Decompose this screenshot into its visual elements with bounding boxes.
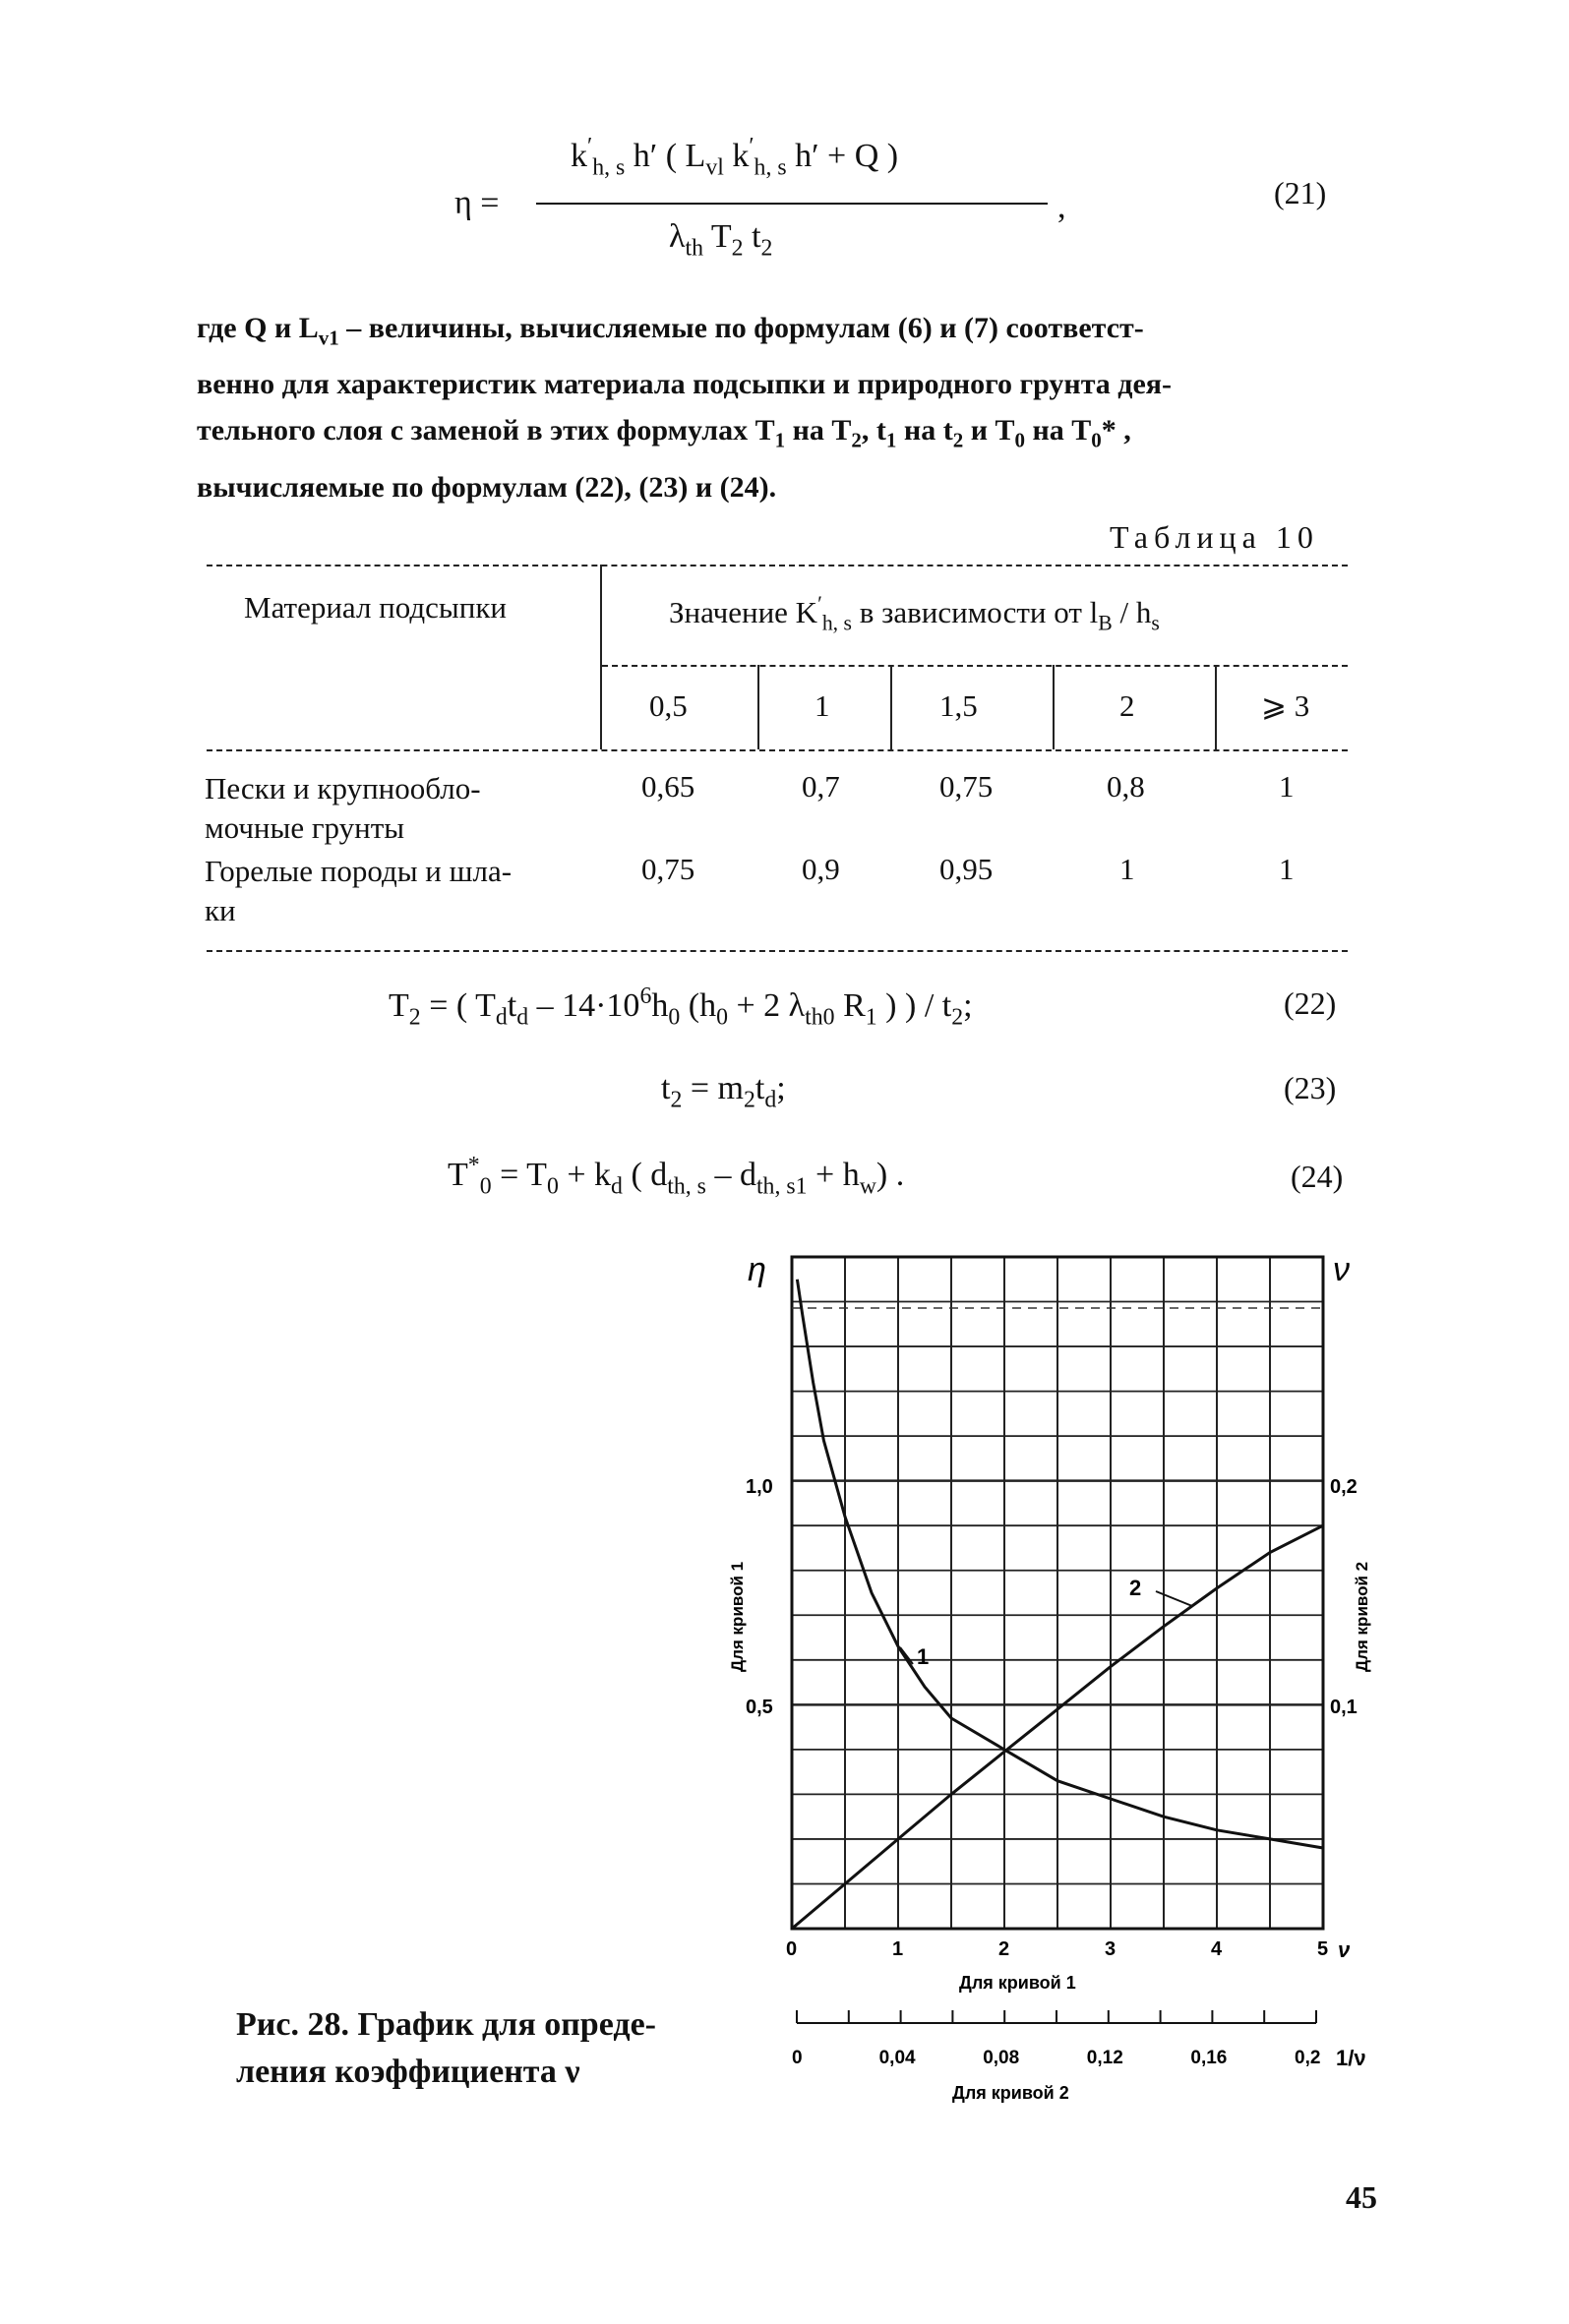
formula-21-numerator: $k'_{h, s}$ h′ ( $L_{vl}$ $k'_{h, s}$ h′ + Q ) <box>571 134 899 181</box>
table-row-material: Горелые породы и шла- ки <box>205 854 513 927</box>
table-col-header: 1,5 <box>939 688 978 723</box>
curve-2-label: 2 <box>1129 1576 1142 1600</box>
left-axis-label: Для кривой 1 <box>728 1561 747 1672</box>
x-tick-curve-1: 3 <box>1105 1938 1116 1960</box>
x-tick-curve-1: 2 <box>998 1938 1010 1960</box>
formula-21-number: (21) <box>1274 175 1327 210</box>
table-caption: Таблица 10 <box>1110 519 1319 555</box>
table-col-header: 0,5 <box>649 688 688 723</box>
x-label-curve-2: Для кривой 2 <box>952 2083 1069 2103</box>
x-tick-curve-1: 0 <box>786 1938 798 1960</box>
table-group-header: Значение $K'_{h, s}$ в зависимости от $l_B / h_s$ <box>669 592 1160 635</box>
right-axis-label: Для кривой 2 <box>1353 1561 1371 1672</box>
table-col-header-material: Материал подсыпки <box>244 590 507 625</box>
x-tick-curve-1: 1 <box>892 1938 904 1960</box>
x-tick-curve-2: 0,16 <box>1190 2048 1228 2068</box>
curve-1-label: 1 <box>917 1644 930 1669</box>
curve-2-leader <box>1156 1591 1192 1606</box>
x-symbol-curve-2: 1/ν <box>1336 2046 1366 2070</box>
left-axis-symbol: η <box>748 1251 766 1288</box>
x-tick-curve-2: 0,08 <box>983 2048 1020 2068</box>
x-symbol-curve-1: ν <box>1338 1937 1351 1962</box>
formula-21-comma: , <box>1057 189 1066 225</box>
table-cell: 0,9 <box>802 852 840 886</box>
x-tick-curve-2: 0 <box>792 2048 803 2068</box>
page-number: 45 <box>1346 2179 1377 2215</box>
right-tick: 0,2 <box>1330 1476 1358 1498</box>
x-tick-curve-1: 5 <box>1317 1938 1329 1960</box>
table-col-header: ⩾ 3 <box>1261 688 1310 723</box>
right-axis-symbol: ν <box>1333 1251 1350 1288</box>
formula-24-number: (24) <box>1291 1159 1344 1194</box>
table-cell: 1 <box>1279 852 1295 886</box>
curve-1 <box>797 1280 1323 1848</box>
right-tick: 0,1 <box>1330 1697 1358 1718</box>
paragraph-line-1: где Q и $L_{v1}$ – величины, вычисляемые по формулам (6) и (7) соответст- <box>197 312 1144 350</box>
left-tick: 0,5 <box>746 1697 773 1718</box>
table-cell: 0,8 <box>1107 769 1145 804</box>
table-cell: 0,75 <box>641 852 695 886</box>
table-row-material: Пески и крупнообло- мочные грунты <box>205 771 481 845</box>
formula-22: $T_2$ = ( $T_dt_d - 14\cdot 10^6h_0$ ($h_0 + 2$ $\lambda_{th0}$ $R_1$ ) ) / $t_2$; <box>389 983 973 1031</box>
x-tick-curve-1: 4 <box>1211 1938 1223 1960</box>
paragraph-line-3: тельного слоя с заменой в этих формулах $T_1$ на $T_2$, $t_1$ на $t_2$ и $T_0$ на $T_0*$ , <box>197 414 1131 452</box>
left-tick: 1,0 <box>746 1476 773 1498</box>
x-tick-curve-2: 0,04 <box>878 2048 916 2068</box>
paragraph-line-2: венно для характеристик материала подсыпки и природного грунта дея- <box>197 368 1173 401</box>
table-col-header: 2 <box>1119 688 1135 723</box>
table-cell: 1 <box>1119 852 1135 886</box>
formula-24: $T^*_0 = T_0 + k_d$ ( $d_{th, s} - d_{th, s1} + h_w$) . <box>448 1153 905 1200</box>
formula-21-denominator: $\lambda_{th}$ $T_2$ $t_2$ <box>669 218 773 262</box>
x-tick-curve-2: 0,2 <box>1295 2048 1321 2068</box>
table-cell: 0,95 <box>939 852 994 886</box>
formula-23: $t_2 = m_2t_d$; <box>661 1070 786 1113</box>
table-cell: 1 <box>1279 769 1295 804</box>
table-cell: 0,65 <box>641 769 695 804</box>
x-ticks-curve-1 <box>786 1938 1328 1960</box>
x-ticks-curve-2 <box>792 2010 1320 2068</box>
formula-21-lhs: η = <box>454 185 500 221</box>
x-label-curve-1: Для кривой 1 <box>959 1973 1076 1993</box>
formula-23-number: (23) <box>1284 1070 1337 1105</box>
formula-22-number: (22) <box>1284 985 1337 1021</box>
table-cell: 0,7 <box>802 769 840 804</box>
figure-caption: Рис. 28. График для опреде- ления коэффициента ν <box>236 2006 656 2090</box>
paragraph-line-4: вычисляемые по формулам (22), (23) и (24). <box>197 470 777 504</box>
x-tick-curve-2: 0,12 <box>1086 2048 1123 2068</box>
table-cell: 0,75 <box>939 769 994 804</box>
table-col-header: 1 <box>815 688 830 723</box>
